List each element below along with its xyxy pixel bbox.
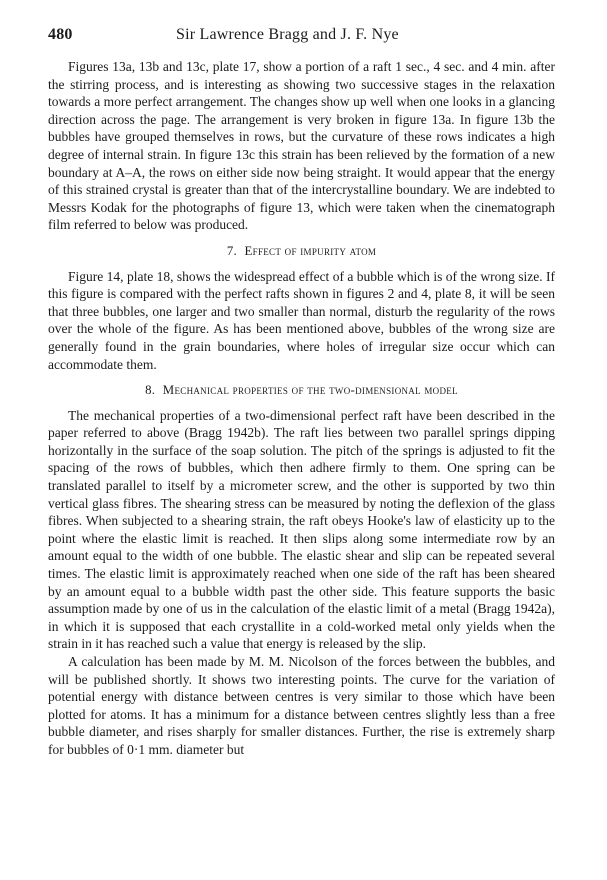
body-paragraph-figures-13: Figures 13a, 13b and 13c, plate 17, show a portion of a raft 1 sec., 4 sec. and 4 min. after the stirring process, and is interesting as showing two successive stages in the relaxation towards a more perfect arrangement. The changes show up well when one looks in a glancing direction across the page. The arrangement is very broken in figure 13a. In figure 13b the bubbles have grouped themselves in rows, but the curvature of these rows indicates a high degree of internal strain. In figure 13c this strain has been relieved by the formation of a new boundary at A–A, the rows on either side now being straight. It would appear that the energy of this strained crystal is greater than that of the intercrystalline boundary. We are indebted to Messrs Kodak for the photographs of figure 13, which were taken when the cinematograph film referred to below was produced.	[48, 59, 555, 233]
page-number: 480	[48, 26, 73, 43]
section-title: Effect of impurity atom	[244, 243, 377, 258]
body-paragraph-mechanical: The mechanical properties of a two-dimensional perfect raft have been described in the paper referred to above (Bragg 1942b). The raft lies between two parallel springs dipping horizontally in the surface of the soap solution. The pitch of the springs is adjusted to fit the spacing of the rows of bubbles, which then adhere firmly to them. One spring can be translated parallel to itself by a micrometer screw, and the other is supported by two thin vertical glass fibres. The shearing stress can be measured by noting the deflexion of the glass fibres. When subjected to a shearing strain, the raft obeys Hooke's law of elasticity up to the point where the elastic limit is reached. It then slips along some intermediate row by an amount equal to the width of one bubble. The elastic shear and slip can be repeated several times. The elastic limit is approximately reached when one side of the raft has been sheared by an amount equal to a bubble width past the other side. This feature supports the basic assumption made by one of us in the calculation of the elastic limit of a metal (Bragg 1942a), in which it is supposed that each crystallite in a cold-worked metal only yields when the strain in it has reached such a value that energy is released by the slip.	[48, 407, 555, 652]
running-head-authors: Sir Lawrence Bragg and J. F. Nye	[176, 26, 399, 43]
section-number: 7.	[226, 243, 238, 258]
section-number: 8.	[145, 383, 156, 398]
body-paragraph-impurity: Figure 14, plate 18, shows the widespread effect of a bubble which is of the wrong size. If this figure is compared with the perfect rafts shown in figures 2 and 4, plate 8, it will be seen that three bubbles, one larger and two smaller than normal, disturb the regularity of the rows over the whole of the figure. As has been mentioned above, bubbles of the wrong size are generally found in the grain boundaries, where holes of irregular size occur which can accommodate them.	[48, 268, 555, 372]
section-title: Mechanical properties of the two-dimensional model	[162, 383, 458, 398]
section-heading-7	[48, 243, 555, 261]
section-heading-8	[48, 382, 555, 400]
body-paragraph-calculation: A calculation has been made by M. M. Nicolson of the forces between the bubbles, and will be published shortly. It shows two interesting points. The curve for the variation of potential energy with distance between centres is very similar to those which have been plotted for atoms. It has a minimum for a distance between centres slightly less than a free bubble diameter, and rises sharply for smaller distances. Further, the rise is extremely sharp for bubbles of 0·1 mm. diameter but	[48, 654, 555, 757]
running-head	[48, 26, 555, 48]
